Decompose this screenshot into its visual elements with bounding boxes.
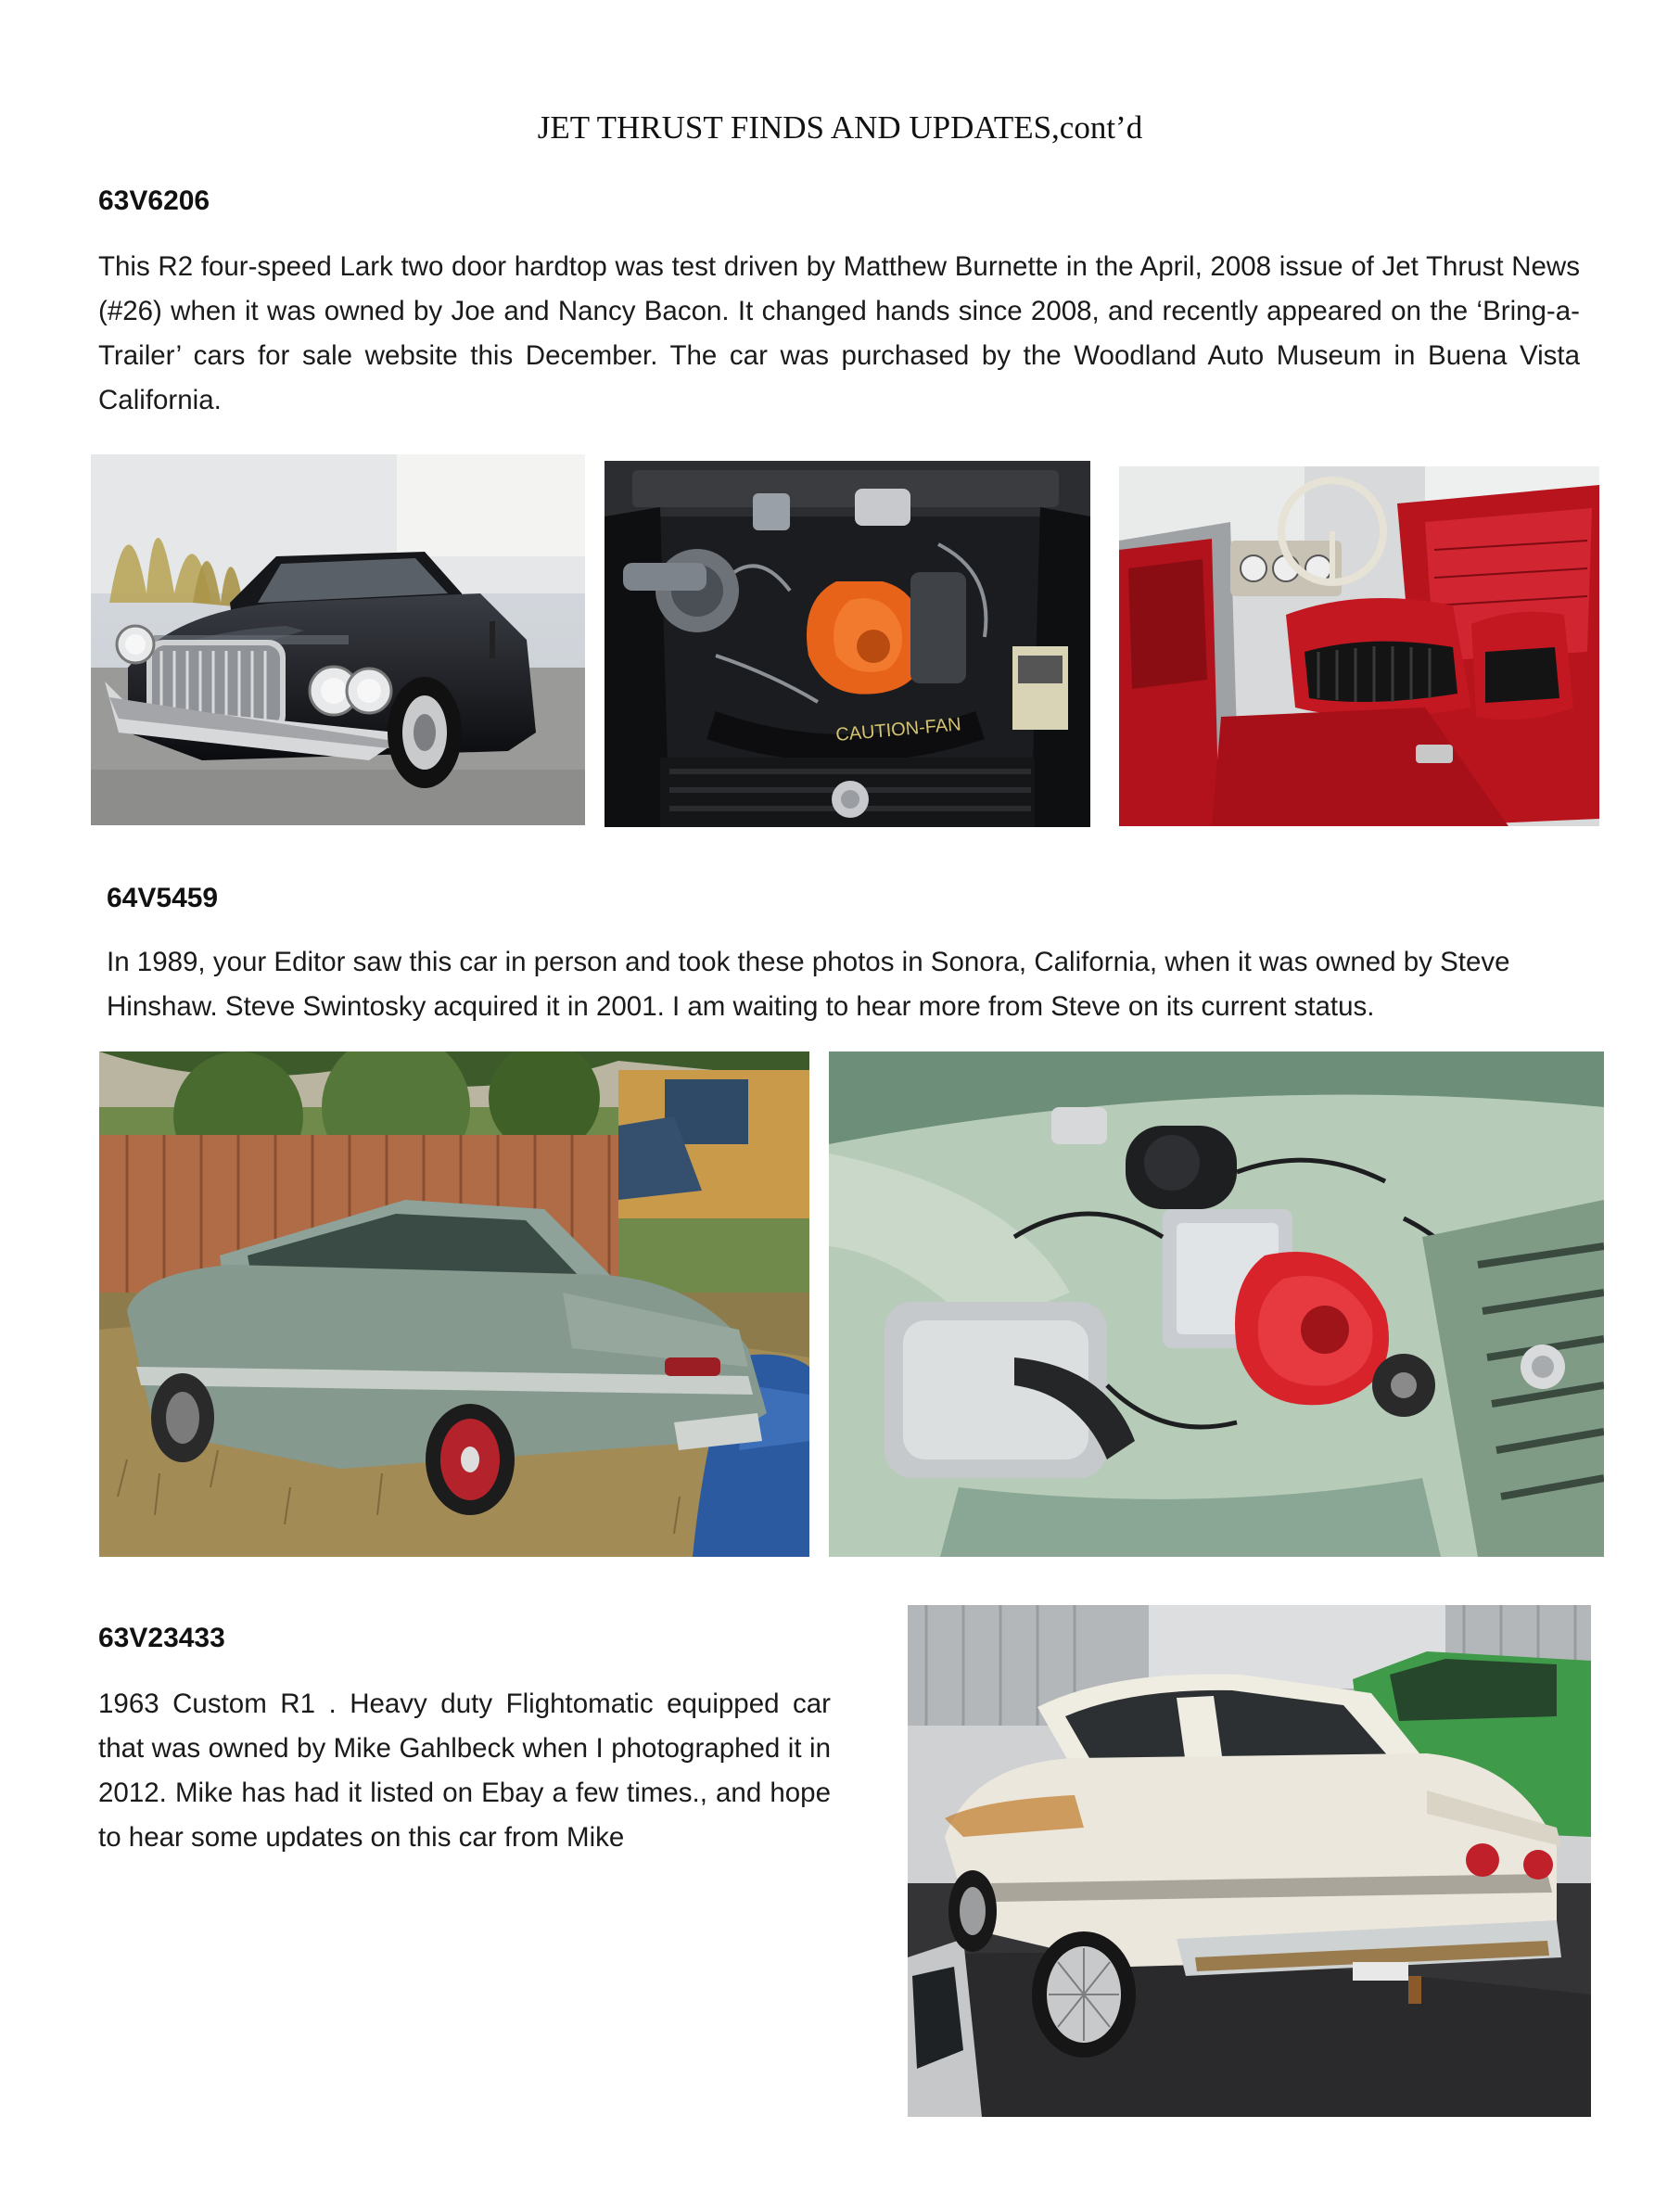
section-text-64v5459: In 1989, your Editor saw this car in person and took these photos in Sonora, California, when it was owned by Steve Hinshaw. Steve Swintosky acquired it in 2001. I am waiting to hear more from Steve on its current status.	[107, 947, 1510, 1022]
photo-r2-engine-bay	[605, 461, 1090, 827]
black-lark-illustration	[91, 454, 585, 825]
photo-black-lark-front	[91, 454, 585, 825]
white-sedan-illustration	[908, 1605, 1591, 2117]
section-text-63v6206: This R2 four-speed Lark two door hardtop was test driven by Matthew Burnette in the April, 2008 issue of Jet Thrust News (#26) when it was owned by Joe and Nancy Bacon. It changed hands since 2008, and recently appeared on the ‘Bring-a-Trailer’ cars for sale website this December. The car was purchased by the Woodland Auto Museum in Buena Vista California.	[98, 251, 1580, 415]
section-text-63v23433: 1963 Custom R1 . Heavy duty Flightomatic equipped car that was owned by Mike Gahlbeck when I photographed it in 2012. Mike has had it listed on Ebay a few times., and hope to hear some updates on this car from Mike	[98, 1689, 831, 1853]
photo-green-engine-bay	[829, 1051, 1604, 1557]
page-title: JET THRUST FINDS AND UPDATES,cont’d	[537, 109, 1143, 146]
photo-green-sedan-yard	[99, 1051, 809, 1557]
section-heading-64v5459: 64V5459	[107, 883, 219, 913]
red-interior-illustration	[1119, 466, 1599, 826]
engine-bay-illustration	[605, 461, 1090, 827]
section-heading-63v6206: 63V6206	[98, 185, 210, 216]
section-heading-63v23433: 63V23433	[98, 1623, 225, 1653]
caution-fan-label: CAUTION-FAN	[834, 714, 962, 746]
green-sedan-illustration	[99, 1051, 809, 1557]
photo-red-interior	[1119, 466, 1599, 826]
photo-white-custom-sedan	[908, 1605, 1591, 2117]
green-engine-bay-illustration	[829, 1051, 1604, 1557]
